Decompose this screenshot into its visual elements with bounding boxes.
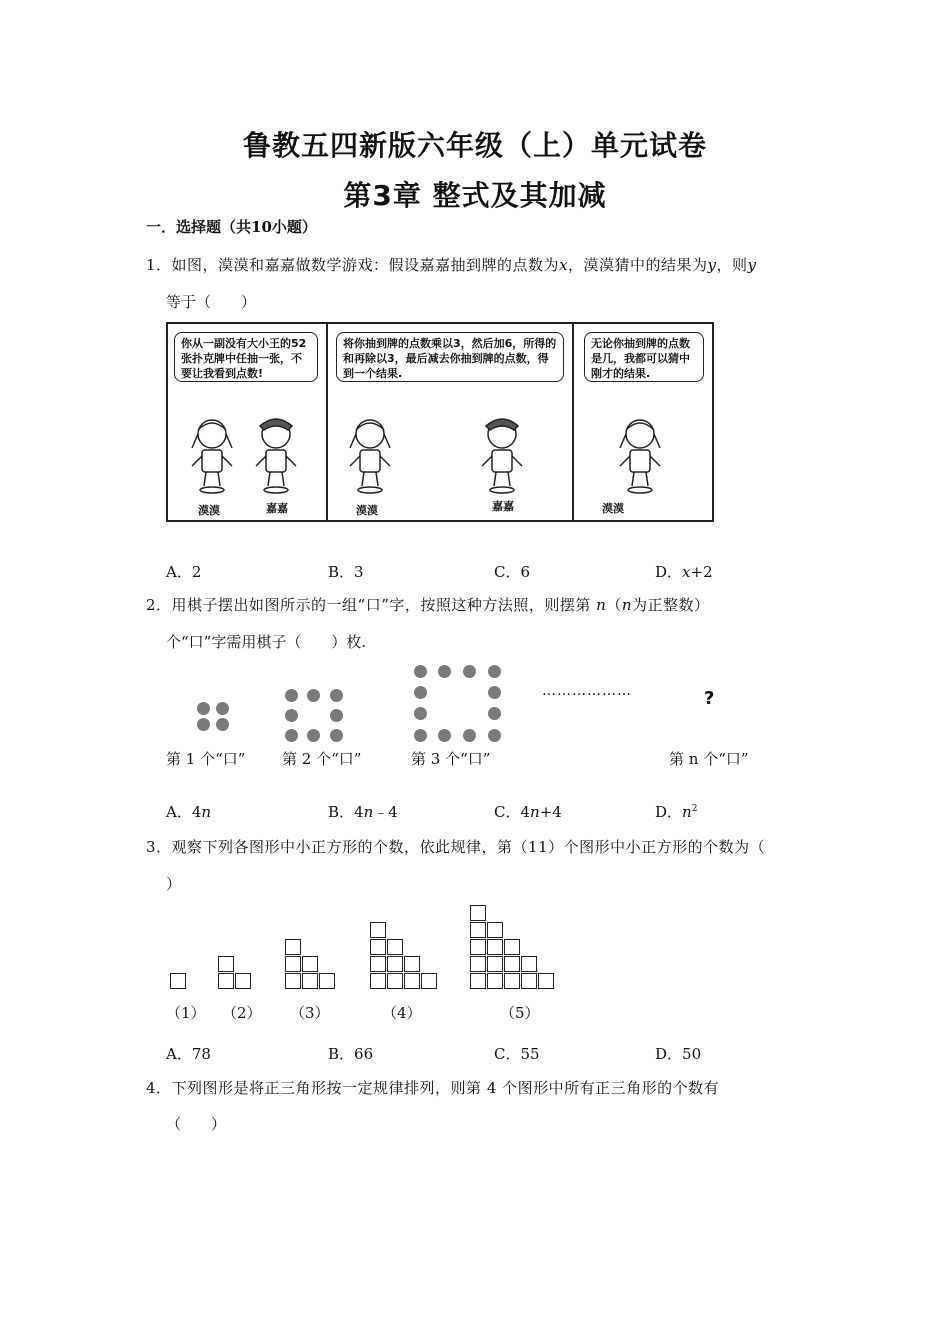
small-square — [285, 956, 301, 972]
small-square — [302, 956, 318, 972]
fig-label-1: 第 1 个“口” — [166, 750, 246, 768]
small-square — [470, 939, 486, 955]
q3-option-d[interactable]: D．50 — [655, 1045, 702, 1063]
speech-bubble-2: 将你抽到牌的点数乘以3，然后加6，所得的和再除以3，最后减去你抽到牌的点数，得到一个结果. — [336, 332, 564, 382]
chess-piece — [414, 707, 427, 720]
chess-piece — [330, 689, 343, 702]
q2-option-b[interactable]: B．4n﹣4 — [328, 803, 398, 821]
q2-option-d[interactable]: D．$n^2$ — [655, 803, 698, 821]
comic-panel-3 — [572, 324, 712, 520]
question-mark: ? — [704, 688, 715, 709]
name-momo-3: 漠漠 — [602, 502, 624, 515]
small-square — [285, 939, 301, 955]
small-square — [302, 973, 318, 989]
chess-piece — [307, 729, 320, 742]
stair-label-1: （1） — [166, 1004, 206, 1022]
q3-option-a[interactable]: A．78 — [166, 1045, 211, 1063]
q3-option-b[interactable]: B．66 — [328, 1045, 374, 1063]
small-square — [285, 973, 301, 989]
small-square — [470, 973, 486, 989]
chess-piece — [330, 709, 343, 722]
question-2-line1: 2．用棋子摆出如图所示的一组“口”字，按照这种方法照，则摆第 n（n为正整数） — [146, 596, 710, 614]
small-square — [487, 922, 503, 938]
ellipsis-dots: ……………… — [542, 683, 632, 699]
small-square — [170, 973, 186, 989]
small-square — [370, 939, 386, 955]
fig-label-3: 第 3 个“口” — [411, 750, 491, 768]
question-2-line2: 个“口”字需用棋子（ ）枚. — [166, 633, 367, 651]
q2-option-a[interactable]: A．4n — [166, 803, 212, 821]
chess-piece — [488, 707, 501, 720]
fig-label-n: 第 n 个“口” — [669, 750, 749, 768]
speech-bubble-1: 你从一副没有大小王的52张扑克牌中任抽一张，不要让我看到点数! — [174, 332, 318, 382]
small-square — [404, 956, 420, 972]
small-square — [504, 956, 520, 972]
small-square — [470, 956, 486, 972]
small-square — [319, 973, 335, 989]
chess-piece — [438, 729, 451, 742]
q2-option-c[interactable]: C．4n+4 — [494, 803, 562, 821]
small-square — [521, 956, 537, 972]
small-square — [421, 973, 437, 989]
chess-piece — [488, 665, 501, 678]
stair-label-5: （5） — [500, 1004, 540, 1022]
name-momo: 漠漠 — [198, 504, 220, 517]
q3-option-c[interactable]: C．55 — [494, 1045, 540, 1063]
comic-panel-1 — [168, 324, 328, 520]
small-square — [370, 973, 386, 989]
small-square — [218, 956, 234, 972]
small-square — [370, 956, 386, 972]
small-square — [235, 973, 251, 989]
children-illustration-2 — [342, 410, 562, 500]
chess-piece — [414, 665, 427, 678]
question-1-line2: 等于（ ） — [166, 293, 257, 311]
chess-piece — [438, 665, 451, 678]
comic-figure — [166, 322, 714, 522]
chess-piece — [307, 689, 320, 702]
question-3-line2: ） — [166, 875, 182, 893]
q1-option-b[interactable]: B．3 — [328, 563, 364, 581]
stair-label-4: （4） — [382, 1004, 422, 1022]
chess-piece — [488, 686, 501, 699]
stair-label-3: （3） — [290, 1004, 330, 1022]
small-square — [521, 973, 537, 989]
question-3-line1: 3．观察下列各图形中小正方形的个数，依此规律，第（11）个图形中小正方形的个数为（ — [146, 838, 766, 856]
q1-option-a[interactable]: A．2 — [166, 563, 202, 581]
small-square — [538, 973, 554, 989]
name-jiajia-2: 嘉嘉 — [492, 500, 514, 513]
q1-option-c[interactable]: C．6 — [494, 563, 531, 581]
question-1-line1: 1．如图，漠漠和嘉嘉做数学游戏：假设嘉嘉抽到牌的点数为x，漠漠猜中的结果为y，则y — [146, 256, 757, 274]
chess-piece — [216, 718, 229, 731]
comic-panel-2 — [326, 324, 574, 520]
small-square — [504, 973, 520, 989]
page-subtitle: 第3章 整式及其加减 — [343, 179, 607, 212]
question-4-line1: 4．下列图形是将正三角形按一定规律排列，则第 4 个图形中所有正三角形的个数有 — [146, 1079, 720, 1097]
small-square — [370, 922, 386, 938]
child-illustration-3 — [612, 410, 682, 500]
small-square — [387, 939, 403, 955]
question-4-line2: （ ） — [166, 1115, 227, 1133]
small-square — [387, 973, 403, 989]
name-jiajia: 嘉嘉 — [266, 502, 288, 515]
chess-piece — [488, 729, 501, 742]
small-square — [487, 956, 503, 972]
chess-piece — [463, 665, 476, 678]
small-square — [504, 939, 520, 955]
name-momo-2: 漠漠 — [356, 504, 378, 517]
chess-piece — [216, 702, 229, 715]
q1-option-d[interactable]: D．x+2 — [655, 563, 713, 581]
small-square — [487, 939, 503, 955]
chess-piece — [285, 689, 298, 702]
small-square — [470, 922, 486, 938]
speech-bubble-3: 无论你抽到牌的点数是几，我都可以猜中刚才的结果. — [584, 332, 704, 382]
chess-piece — [414, 686, 427, 699]
small-square — [470, 905, 486, 921]
page-title: 鲁教五四新版六年级（上）单元试卷 — [242, 129, 707, 162]
children-illustration — [184, 410, 314, 500]
fig-label-2: 第 2 个“口” — [282, 750, 362, 768]
small-square — [218, 973, 234, 989]
stair-label-2: （2） — [222, 1004, 262, 1022]
chess-piece — [285, 709, 298, 722]
chess-piece — [463, 729, 476, 742]
small-square — [487, 973, 503, 989]
chess-piece — [414, 729, 427, 742]
chess-piece — [330, 729, 343, 742]
small-square — [404, 973, 420, 989]
section-heading: 一．选择题（共10小题） — [146, 218, 317, 236]
chess-piece — [285, 729, 298, 742]
chess-piece — [197, 718, 210, 731]
chess-piece — [197, 702, 210, 715]
small-square — [387, 956, 403, 972]
